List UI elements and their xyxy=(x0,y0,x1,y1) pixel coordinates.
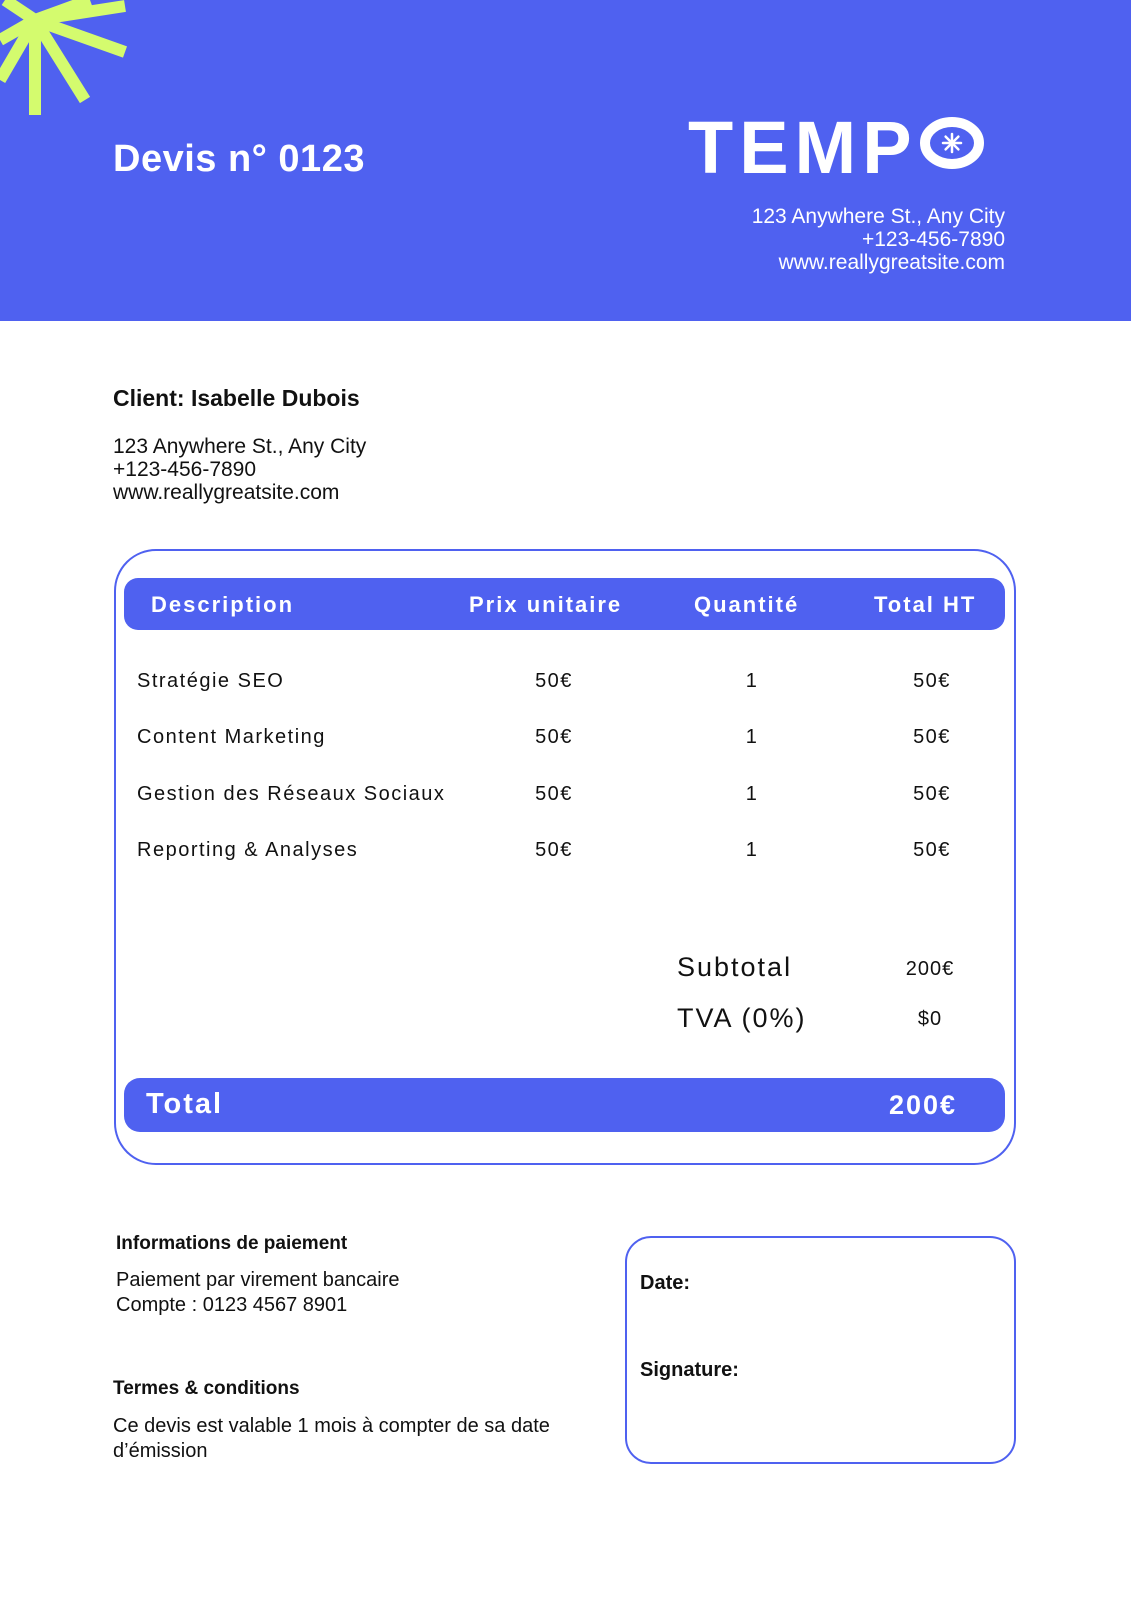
header-description: Description xyxy=(151,592,295,617)
total-bar xyxy=(124,1078,1005,1132)
total-value: 200€ xyxy=(889,1090,958,1120)
row-description: Reporting & Analyses xyxy=(137,839,359,861)
row-quantity: 1 xyxy=(745,783,759,805)
client-phone: +123-456-7890 xyxy=(113,458,257,481)
terms-line-1: Ce devis est valable 1 mois à compter de sa date xyxy=(113,1415,550,1437)
row-unit-price: 50€ xyxy=(535,839,573,861)
table-row xyxy=(0,726,1131,756)
row-description: Gestion des Réseaux Sociaux xyxy=(137,783,446,805)
row-total: 50€ xyxy=(913,783,951,805)
payment-account: Compte : 0123 4567 8901 xyxy=(116,1294,348,1316)
terms-title: Termes & conditions xyxy=(113,1378,300,1399)
brand-o-asterisk-icon xyxy=(920,117,984,169)
row-unit-price: 50€ xyxy=(535,670,573,692)
date-label: Date: xyxy=(640,1272,691,1294)
tax-value: $0 xyxy=(917,1008,943,1030)
row-quantity: 1 xyxy=(745,670,759,692)
table-row xyxy=(0,783,1131,813)
subtotal-label: Subtotal xyxy=(677,952,793,982)
row-description: Stratégie SEO xyxy=(137,670,285,692)
quote-title: Devis n° 0123 xyxy=(113,138,365,180)
client-name: Client: Isabelle Dubois xyxy=(113,385,360,411)
row-description: Content Marketing xyxy=(137,726,326,748)
company-contact xyxy=(752,205,1005,274)
client-contact xyxy=(113,435,366,504)
client-address: 123 Anywhere St., Any City xyxy=(113,435,367,458)
starburst-decoration xyxy=(0,0,130,120)
table-header xyxy=(124,578,1005,630)
row-unit-price: 50€ xyxy=(535,726,573,748)
company-address: 123 Anywhere St., Any City xyxy=(751,205,1005,228)
row-quantity: 1 xyxy=(745,839,759,861)
client-website: www.reallygreatsite.com xyxy=(113,481,340,504)
company-website: www.reallygreatsite.com xyxy=(778,251,1005,274)
subtotal-value: 200€ xyxy=(905,958,955,980)
row-total: 50€ xyxy=(913,726,951,748)
payment-title: Informations de paiement xyxy=(116,1233,348,1254)
header-unit-price: Prix unitaire xyxy=(469,592,623,617)
row-quantity: 1 xyxy=(745,726,759,748)
payment-details xyxy=(116,1268,399,1318)
brand-text: TEMP xyxy=(688,106,918,189)
row-total: 50€ xyxy=(913,670,951,692)
payment-method: Paiement par virement bancaire xyxy=(116,1269,400,1291)
table-row xyxy=(0,839,1131,869)
signature-box xyxy=(625,1236,1016,1464)
tax-label: TVA (0%) xyxy=(677,1003,807,1033)
header-banner xyxy=(0,0,1131,321)
brand-logo xyxy=(688,108,984,188)
table-row xyxy=(0,670,1131,700)
row-total: 50€ xyxy=(913,839,951,861)
total-label: Total xyxy=(146,1088,224,1120)
terms-line-2: d’émission xyxy=(113,1440,208,1462)
terms-text xyxy=(113,1414,550,1464)
signature-label: Signature: xyxy=(640,1359,739,1381)
header-total: Total HT xyxy=(874,592,977,617)
row-unit-price: 50€ xyxy=(535,783,573,805)
header-quantity: Quantité xyxy=(694,592,800,617)
company-phone: +123-456-7890 xyxy=(861,228,1005,251)
